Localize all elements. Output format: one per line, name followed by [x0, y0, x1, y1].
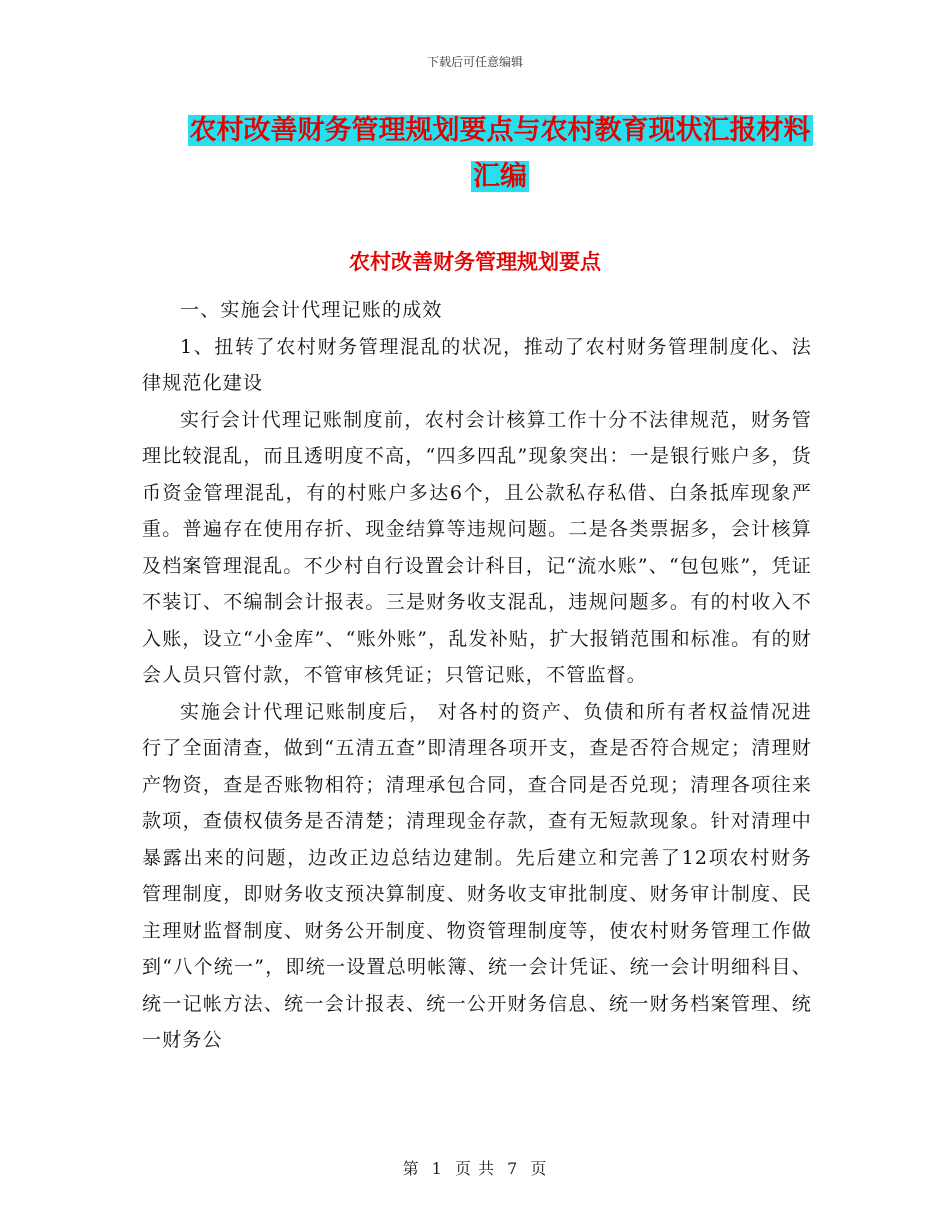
footer-prefix: 第 — [402, 1159, 420, 1178]
paragraph-before-reform: 实行会计代理记账制度前，农村会计核算工作十分不法律规范，财务管理比较混乱，而且透明度不高，“四多四乱”现象突出：一是银行账户多，货币资金管理混乱，有的村账户多达6个，且公款私存私借、白条抵库现象严重。普遍存在使用存折、现金结算等违规问题。二是各类票据多，会计核算及档案管理混乱。不少村自行设置会计科目，记“流水账”、“包包账”，凭证不装订、不编制会计报表。三是财务收支混乱，违规问题多。有的村收入不入账，设立“小金库”、“账外账”，乱发补贴，扩大报销范围和标准。有的财会人员只管付款，不管审核凭证；只管记账，不管监督。 — [142, 408, 812, 686]
document-title — [100, 108, 900, 200]
section-title: 农村改善财务管理规划要点 — [349, 250, 601, 274]
header-note: 下载后可任意编辑 — [426, 55, 523, 69]
footer-middle: 页 共 — [454, 1159, 496, 1178]
document-title-line2: 汇编 — [473, 161, 527, 192]
section-heading-1: 一、实施会计代理记账的成效 — [180, 299, 443, 321]
footer-current-page: 1 — [431, 1159, 443, 1178]
footer-suffix: 页 — [530, 1159, 548, 1178]
document-title-line1: 农村改善财务管理规划要点与农村教育现状汇报材料 — [189, 115, 811, 146]
page-footer — [0, 1156, 950, 1179]
paragraph-after-reform: 实施会计代理记账制度后， 对各村的资产、负债和所有者权益情况进行了全面清查，做到“五清五查”即清理各项开支，查是否符合规定；清理财产物资，查是否账物相符；清理承包合同，查合同是否兑现；清理各项往来款项，查债权债务是否清楚；清理现金存款，查有无短款现象。针对清理中暴露出来的问题，边改正边总结边建制。先后建立和完善了12项农村财务管理制度，即财务收支预决算制度、财务收支审批制度、财务审计制度、民主理财监督制度、财务公开制度、物资管理制度等，使农村财务管理工作做到“八个统一”，即统一设置总明帐簿、统一会计凭证、统一会计明细科目、统一记帐方法、统一会计报表、统一公开财务信息、统一财务档案管理、统一财务公 — [142, 700, 812, 1051]
body-text — [142, 292, 812, 1059]
subsection-heading-1: 1、扭转了农村财务管理混乱的状况，推动了农村财务管理制度化、法律规范化建设 — [142, 335, 812, 394]
footer-total-pages: 7 — [507, 1159, 519, 1178]
